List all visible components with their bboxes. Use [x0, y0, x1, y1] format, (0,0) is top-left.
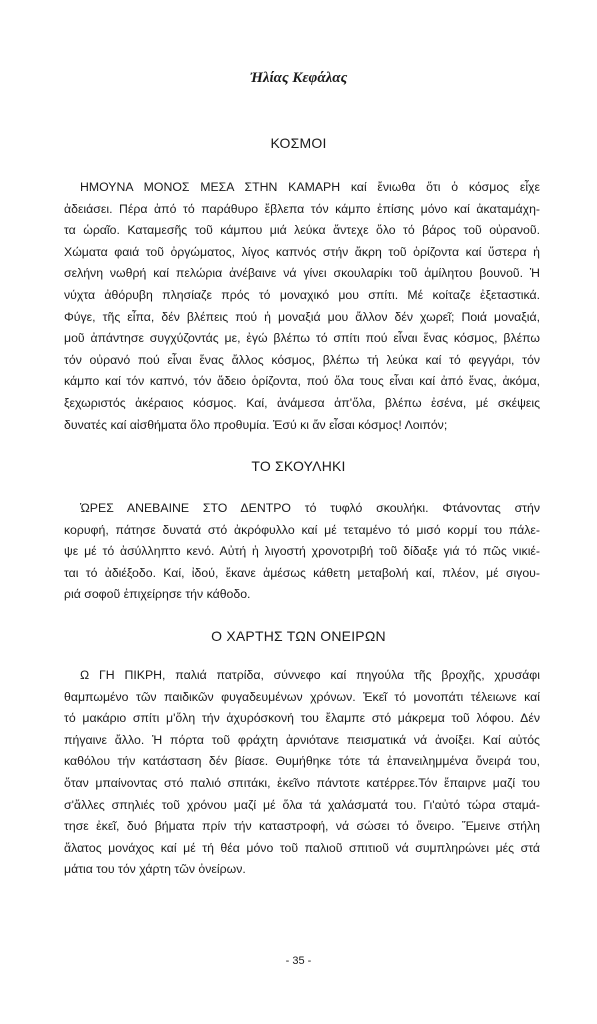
text-line: θαμπωμένο τῶν παιδικῶν φυγαδευμένων χρόνων. Ἐκεῖ τό μονοπάτι τέλειωνε καί	[64, 689, 540, 704]
text-line: μοῦ ἀπάντησε συγχύζοντάς με, ἐγώ βλέπω τό σπίτι πού εἶναι ἕνας κόσμος, βλέπω	[64, 331, 540, 346]
section-title-chartis: Ο ΧΑΡΤΗΣ ΤΩΝ ΟΝΕΙΡΩΝ	[211, 628, 386, 644]
text-line: τό μακάριο σπίτι μ'ὅλη τήν ἀχυρόσκονή του ἔλαμπε στό μάκρεμα τοῦ λόφου. Δέν	[64, 711, 540, 726]
section-title-skouliki: ΤΟ ΣΚΟΥΛΗΚΙ	[251, 458, 346, 474]
text-line: σελήνη νωθρή καί πελώρια ἀνέβαινε νά γίνει σκουλαρίκι τοῦ ἀμίλητου βουνοῦ. Ἡ	[64, 266, 540, 281]
section-body-chartis	[64, 665, 540, 881]
text-line: ὅταν μπαίνοντας στό παλιό σπιτάκι, ἐκεῖνο πάντοτε κατέρρεε.Τόν ἔπαιρνε μαζί του	[64, 775, 540, 790]
text-line: νύχτα ἀθόρυβη πλησίαζε πρός τό μοναχικό μου σπίτι. Μέ κοίταζε ἐξεταστικά.	[64, 287, 540, 302]
text-line: ἀδειάσει. Πέρα ἀπό τό παράθυρο ἔβλεπα τόν κάμπο ἐπίσης μόνο καί ἀκαταμάχη-	[64, 201, 540, 216]
text-line: Φύγε, τῆς εἶπα, δέν βλέπεις πού ἡ μοναξιά μου ἄλλον δέν χωρεῖ; Ποιά μοναξιά,	[64, 309, 540, 324]
text-line: κορυφή, πάτησε δυνατά στό ἀκρόφυλλο καί μέ τεταμένο τό μισό κορμί του πάλε-	[64, 522, 540, 537]
text-line: ὩΡΕΣ ΑΝΕΒΑΙΝΕ ΣΤΟ ΔΕΝΤΡΟ τό τυφλό σκουλήκι. Φτάνοντας στήν	[80, 501, 540, 515]
text-line: σ'ἄλλες σπηλιές τοῦ χρόνου μαζί μέ ὅλα τά χαλάσματά του. Γι'αὐτό τώρα σταμά-	[64, 797, 540, 812]
text-line: τόν οὐρανό πού εἶναι ἕνας ἄλλος κόσμος, βλέπω τή λεύκα καί τό φεγγάρι, τόν	[64, 352, 540, 367]
section-body-skouliki	[64, 498, 540, 606]
text-line: τησε ἐκεῖ, δυό βήματα πρίν τήν καταστροφή, νά σώσει τό ὄνειρο. Ἔμεινε στήλη	[64, 819, 540, 834]
text-line: κάμπο καί τόν καπνό, τόν ἄδειο ὁρίζοντα, πού ὅλα τους εἶναι καί ἀπό ἕνας, ἀκόμα,	[64, 374, 540, 389]
text-line: ΗΜΟΥΝΑ ΜΟΝΟΣ ΜΕΣΑ ΣΤΗΝ ΚΑΜΑΡΗ καί ἔνιωθα ὅτι ὁ κόσμος εἶχε	[80, 180, 540, 194]
section-title-kosmoi: ΚΟΣΜΟΙ	[270, 135, 327, 151]
text-line: πήγαινε ἄλλο. Ἡ πόρτα τοῦ φράχτη ἀρνιότανε πεισματικά νά ἀνοίξει. Καί αὐτός	[64, 732, 540, 747]
text-line: ριά σοφοῦ ἐπιχείρησε τήν κάθοδο.	[64, 587, 251, 602]
page-number: - 35 -	[285, 955, 312, 967]
text-line: Ω ΓΗ ΠΙΚΡΗ, παλιά πατρίδα, σύννεφο καί πηγούλα τῆς βροχῆς, χρυσάφι	[80, 668, 540, 682]
text-line: μάτια του τόν χάρτη τῶν ὀνείρων.	[64, 862, 246, 877]
text-line: καθόλου τήν κατάσταση δέν βίασε. Θυμήθηκε τότε τά ἐπανειλημμένα ὄνειρά του,	[64, 754, 540, 769]
text-line: δυνατές καί αἰσθήματα ὅλο προθυμία. Ἐσύ κι ἄν εἶσαι κόσμος! Λοιπόν;	[64, 417, 448, 432]
author-name: Ἠλίας Κεφάλας	[249, 70, 348, 86]
text-line: Χώματα φαιά τοῦ ὀργώματος, λίγος καπνός στήν ἄκρη τοῦ ὁρίζοντα καί ὕστερα ἡ	[64, 244, 540, 259]
text-line: τα ὡραῖο. Καταμεσῆς τοῦ κάμπου μιά λεύκα ἄντεχε ὅλο τό βάρος τοῦ οὐρανοῦ.	[64, 223, 540, 238]
section-body-kosmoi	[64, 177, 540, 436]
text-line: ξεχωριστός ἀκέραιος κόσμος. Καί, ἀνάμεσα ἀπ'ὅλα, βλέπω ἐσένα, μέ σκέψεις	[64, 395, 540, 410]
text-line: ται τό ἀδιέξοδο. Καί, ἰδού, ἔκανε ἀμέσως κάθετη μεταβολή καί, πλέον, μέ σιγου-	[64, 565, 540, 580]
text-line: ψε μέ τό ἀσύλληπτο κενό. Αὐτή ἡ λιγοστή χρονοτριβή τοῦ δίδαξε γιά τό πῶς νικιέ-	[64, 544, 540, 559]
text-line: ἅλατος μονάχος καί μέ τή θέα μόνο τοῦ παλιοῦ σπιτιοῦ νά συμπληρώνει μές στά	[64, 840, 540, 855]
